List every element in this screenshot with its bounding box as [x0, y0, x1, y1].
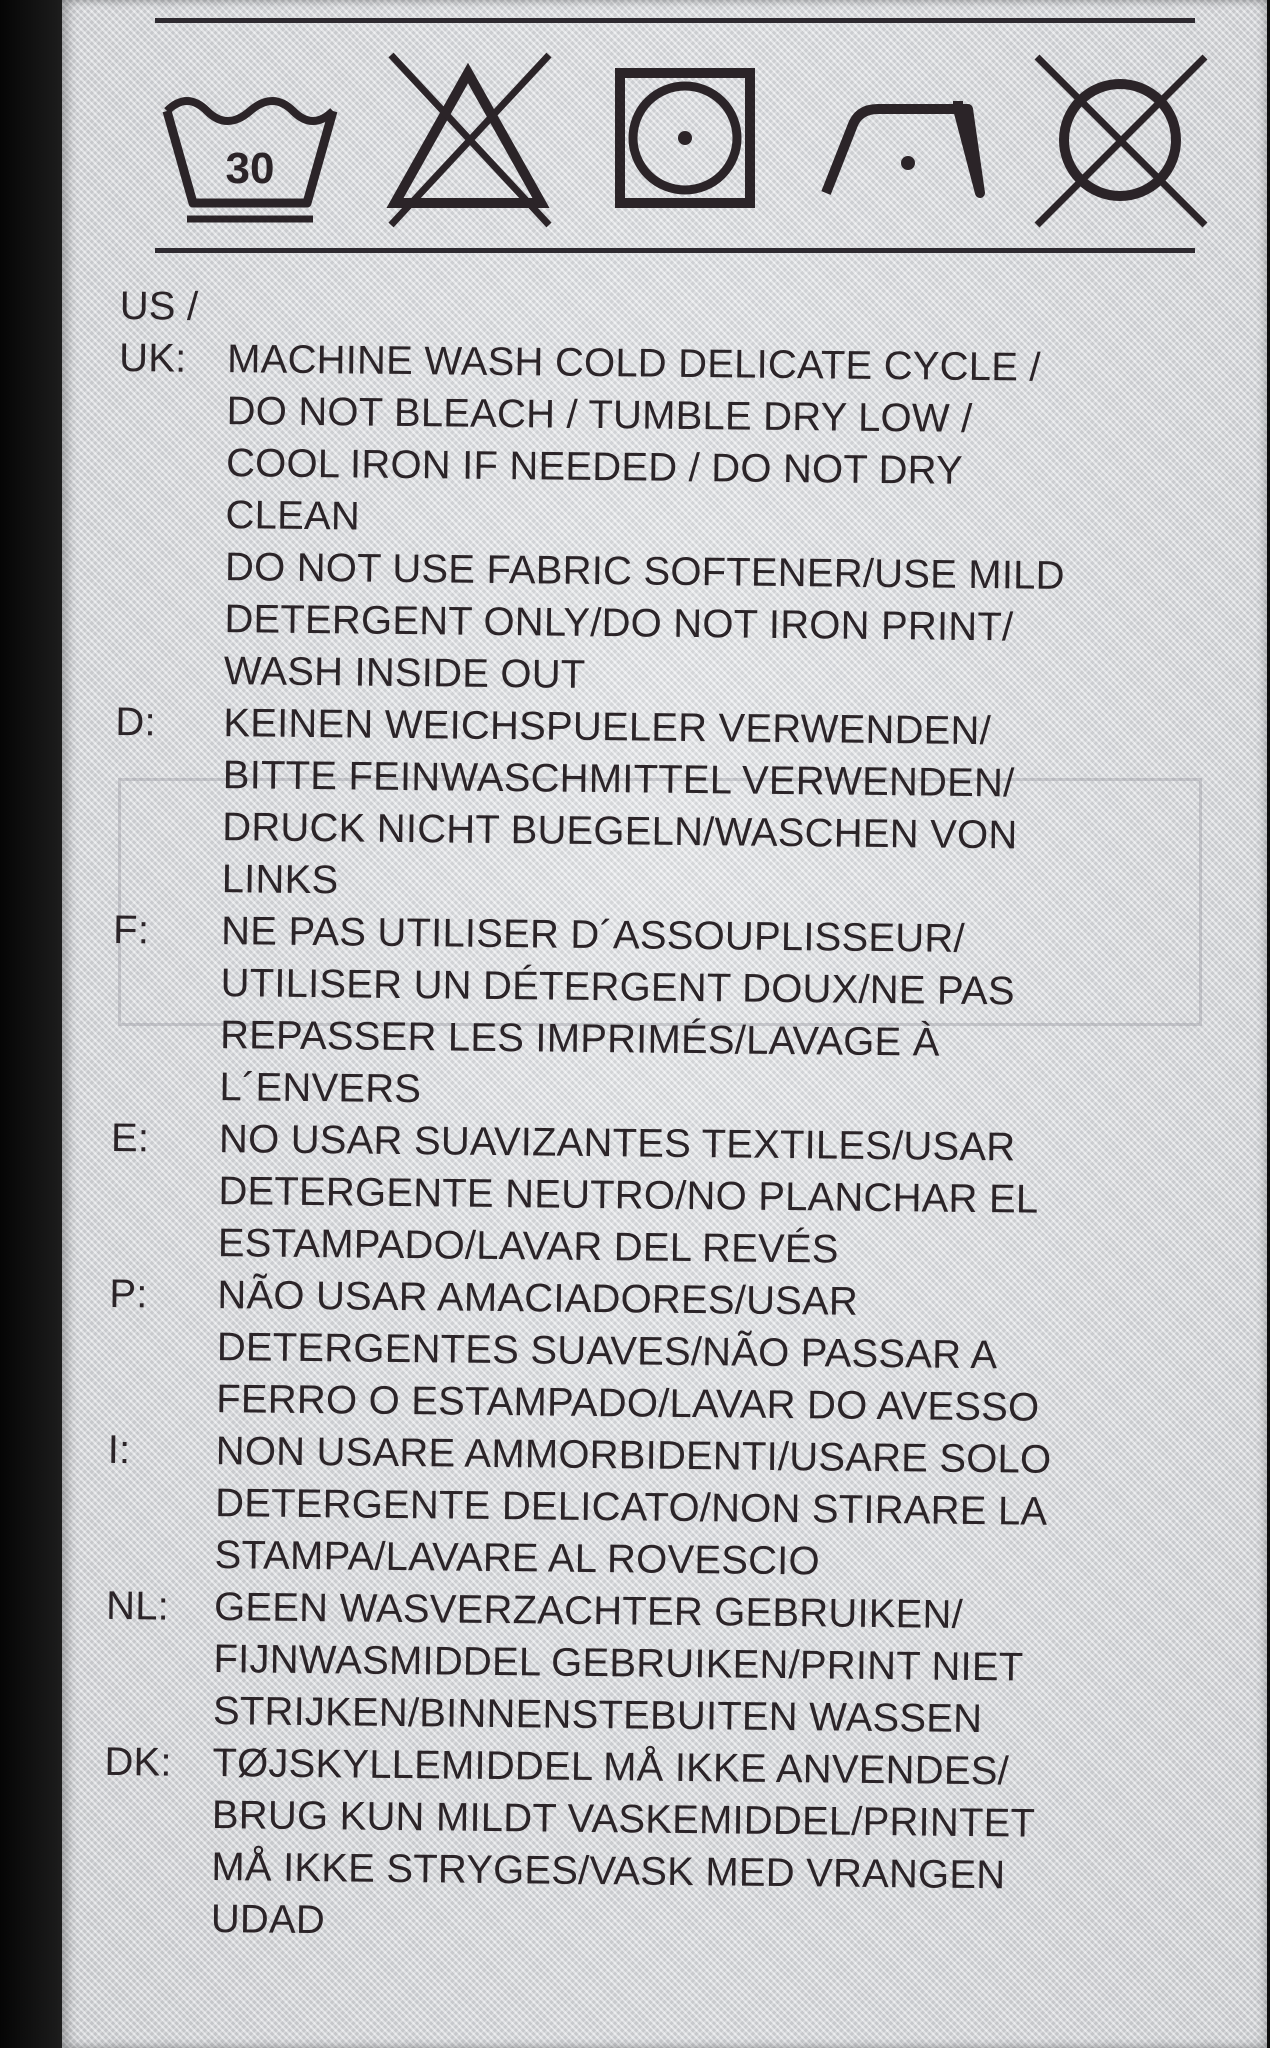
us-prefix: US / [119, 283, 199, 329]
instruction-line: DO NOT USE FABRIC SOFTENER/USE MILD [224, 545, 1065, 598]
instruction-line: DETERGENTE NEUTRO/NO PLANCHAR EL [218, 1169, 1039, 1222]
instruction-line: NO USAR SUAVIZANTES TEXTILES/USAR [218, 1117, 1016, 1170]
language-code: F: [112, 907, 150, 953]
instruction-line: MACHINE WASH COLD DELICATE CYCLE / [226, 337, 1041, 390]
language-code: D: [115, 699, 157, 745]
language-section [105, 1580, 1227, 1748]
bottom-rule [155, 248, 1195, 253]
instruction-line: DO NOT BLEACH / TUMBLE DRY LOW / [226, 389, 973, 441]
wash-30-icon [155, 43, 345, 233]
instruction-line: DETERGENTES SUAVES/NÃO PASSAR A [216, 1325, 998, 1378]
instruction-line: LINKS [221, 857, 339, 903]
do-not-dry-clean-icon [1025, 43, 1215, 233]
care-symbols-row [155, 38, 1215, 238]
instruction-line: MÅ IKKE STRYGES/VASK MED VRANGEN [211, 1845, 1006, 1898]
instruction-line: FERRO O ESTAMPADO/LAVAR DO AVESSO [216, 1377, 1040, 1430]
instruction-line: ESTAMPADO/LAVAR DEL REVÉS [217, 1221, 839, 1272]
instruction-line: COOL IRON IF NEEDED / DO NOT DRY [225, 441, 964, 493]
instruction-line: UDAD [210, 1897, 326, 1943]
language-code: E: [110, 1115, 150, 1161]
language-section [111, 904, 1233, 1124]
instruction-lines [213, 1581, 1227, 1748]
language-section [113, 696, 1235, 916]
instruction-line: REPASSER LES IMPRIMÉS/LAVAGE À [219, 1013, 940, 1065]
language-code: I: [107, 1427, 131, 1473]
language-code: DK: [104, 1739, 172, 1785]
top-rule [155, 18, 1195, 23]
language-code: UK: [118, 335, 187, 381]
tumble-dry-low-icon [590, 43, 780, 233]
language-code: P: [109, 1271, 148, 1317]
language-section [110, 1112, 1232, 1280]
instruction-line: L´ENVERS [219, 1065, 422, 1112]
instruction-lines [224, 333, 1240, 708]
instruction-line: KEINEN WEICHSPUELER VERWENDEN/ [223, 701, 992, 754]
instruction-lines [218, 1113, 1232, 1280]
instruction-line: TØJSKYLLEMIDDEL MÅ IKKE ANVENDES/ [212, 1741, 1010, 1794]
language-section [116, 332, 1240, 708]
wash-temperature: 30 [225, 144, 275, 193]
language-section [106, 1424, 1228, 1592]
instruction-line: NON USARE AMMORBIDENTI/USARE SOLO [215, 1429, 1052, 1482]
language-section [108, 1268, 1230, 1436]
instruction-line: DETERGENT ONLY/DO NOT IRON PRINT/ [224, 597, 1014, 650]
instruction-line: CLEAN [225, 493, 361, 539]
instruction-lines [221, 697, 1235, 916]
language-section [103, 1736, 1225, 1956]
instruction-line: WASH INSIDE OUT [223, 649, 586, 697]
instruction-line: GEEN WASVERZACHTER GEBRUIKEN/ [213, 1585, 964, 1637]
instruction-line: STRIJKEN/BINNENSTEBUITEN WASSEN [212, 1689, 983, 1742]
instruction-line: UTILISER UN DÉTERGENT DOUX/NE PAS [220, 961, 1015, 1014]
instruction-line: BRUG KUN MILDT VASKEMIDDEL/PRINTET [211, 1793, 1036, 1846]
instruction-line: BITTE FEINWASCHMITTEL VERWENDEN/ [222, 753, 1015, 806]
instruction-lines [216, 1269, 1230, 1436]
instruction-line: NE PAS UTILISER D´ASSOUPLISSEUR/ [220, 909, 966, 961]
instruction-lines [214, 1425, 1228, 1592]
instruction-line: DRUCK NICHT BUEGELN/WASCHEN VON [222, 805, 1018, 858]
instruction-line: FIJNWASMIDDEL GEBRUIKEN/PRINT NIET [213, 1637, 1024, 1690]
instruction-lines [211, 1737, 1225, 1956]
instruction-lines [219, 905, 1233, 1124]
language-code: NL: [105, 1583, 170, 1629]
instruction-line: STAMPA/LAVARE AL ROVESCIO [214, 1533, 821, 1584]
iron-low-icon [808, 43, 998, 233]
instruction-line: DETERGENTE DELICATO/NON STIRARE LA [214, 1481, 1048, 1534]
care-instructions [103, 280, 1240, 1956]
instruction-line: NÃO USAR AMACIADORES/USAR [217, 1273, 859, 1324]
do-not-bleach-icon [373, 43, 563, 233]
